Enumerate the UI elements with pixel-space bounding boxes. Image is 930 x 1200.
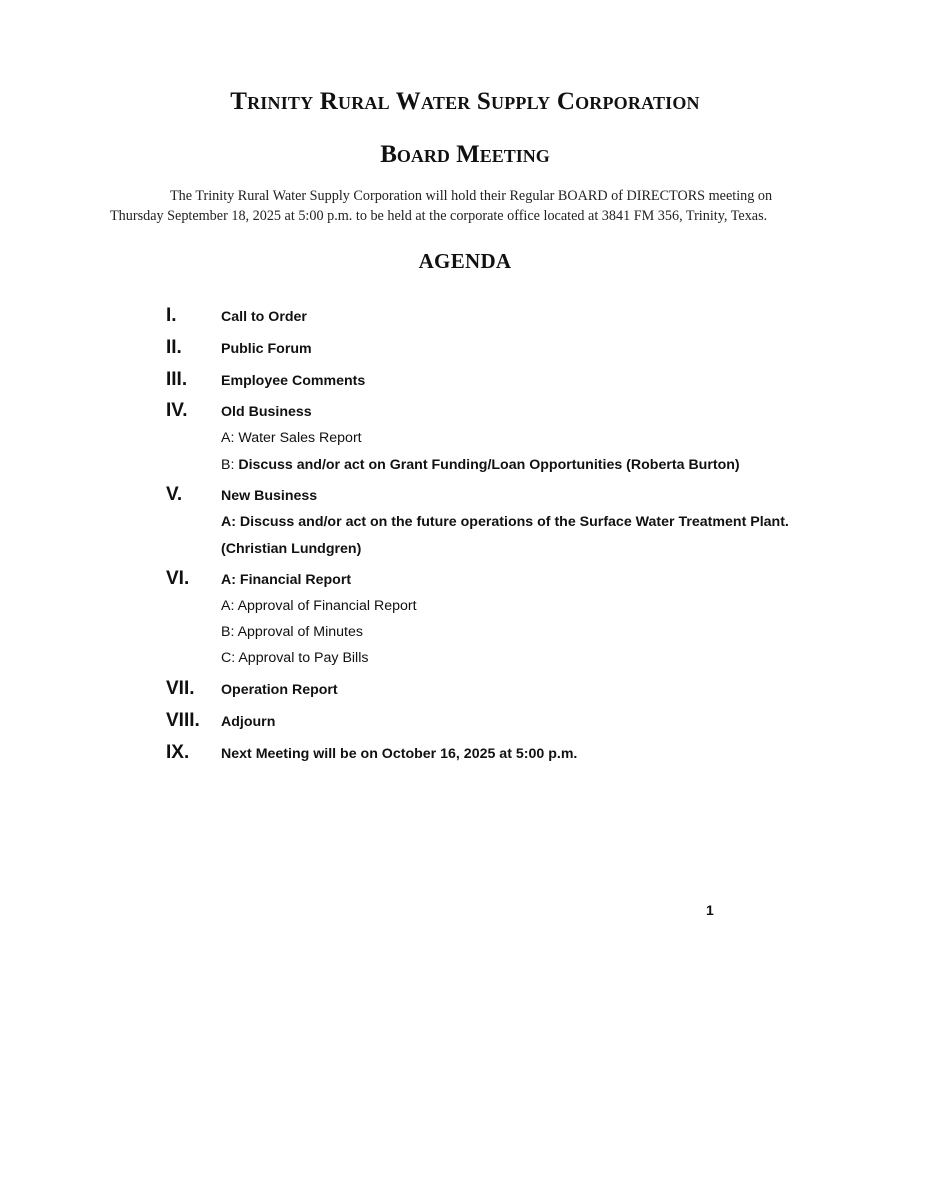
agenda-subitem: B: Approval of Minutes [221, 624, 363, 640]
organization-title: Trinity Rural Water Supply Corporation [230, 88, 700, 115]
agenda-item-label: Next Meeting will be on October 16, 2025 at 5:00 p.m. [221, 746, 578, 762]
agenda-heading: AGENDA [418, 249, 512, 273]
agenda-item-number: VI. [166, 568, 190, 589]
notice-line-1: The Trinity Rural Water Supply Corporation will hold their Regular BOARD of DIRECTORS meeting on [170, 188, 773, 204]
agenda-subitem-text: Discuss and/or act on Grant Funding/Loan Opportunities (Roberta Burton) [238, 457, 740, 473]
agenda-item-label: New Business [221, 488, 318, 504]
agenda-item-label: Operation Report [221, 682, 338, 698]
meeting-title: Board Meeting [380, 141, 550, 168]
agenda-item-number: VII. [166, 678, 195, 699]
agenda-subitem: A: Water Sales Report [221, 430, 362, 446]
agenda-item-label: Old Business [221, 404, 312, 420]
agenda-item-number: III. [166, 369, 188, 390]
agenda-subitem [221, 457, 740, 473]
agenda-item-number: I. [166, 305, 177, 326]
agenda-item-label: Adjourn [221, 714, 276, 730]
agenda-item-number: IV. [166, 400, 188, 421]
agenda-item-number: IX. [166, 742, 190, 763]
notice-line-2: Thursday September 18, 2025 at 5:00 p.m. to be held at the corporate office located at 3841 FM 356, Trinity, Texas. [110, 208, 768, 224]
agenda-subitem: A: Discuss and/or act on the future operations of the Surface Water Treatment Plant. [221, 514, 789, 530]
agenda-item-label: A: Financial Report [221, 572, 352, 588]
agenda-item-number: II. [166, 337, 182, 358]
page-number: 1 [706, 902, 714, 918]
agenda-item-label: Call to Order [221, 309, 307, 325]
agenda-subitem: C: Approval to Pay Bills [221, 650, 369, 666]
agenda-subitem-prefix: B: [221, 457, 239, 473]
agenda-item-label: Public Forum [221, 341, 312, 357]
agenda-item-number: V. [166, 484, 183, 505]
agenda-item-label: Employee Comments [221, 373, 366, 389]
agenda-subitem: A: Approval of Financial Report [221, 598, 417, 614]
agenda-item-number: VIII. [166, 710, 200, 731]
agenda-subitem-continued: (Christian Lundgren) [221, 541, 362, 557]
